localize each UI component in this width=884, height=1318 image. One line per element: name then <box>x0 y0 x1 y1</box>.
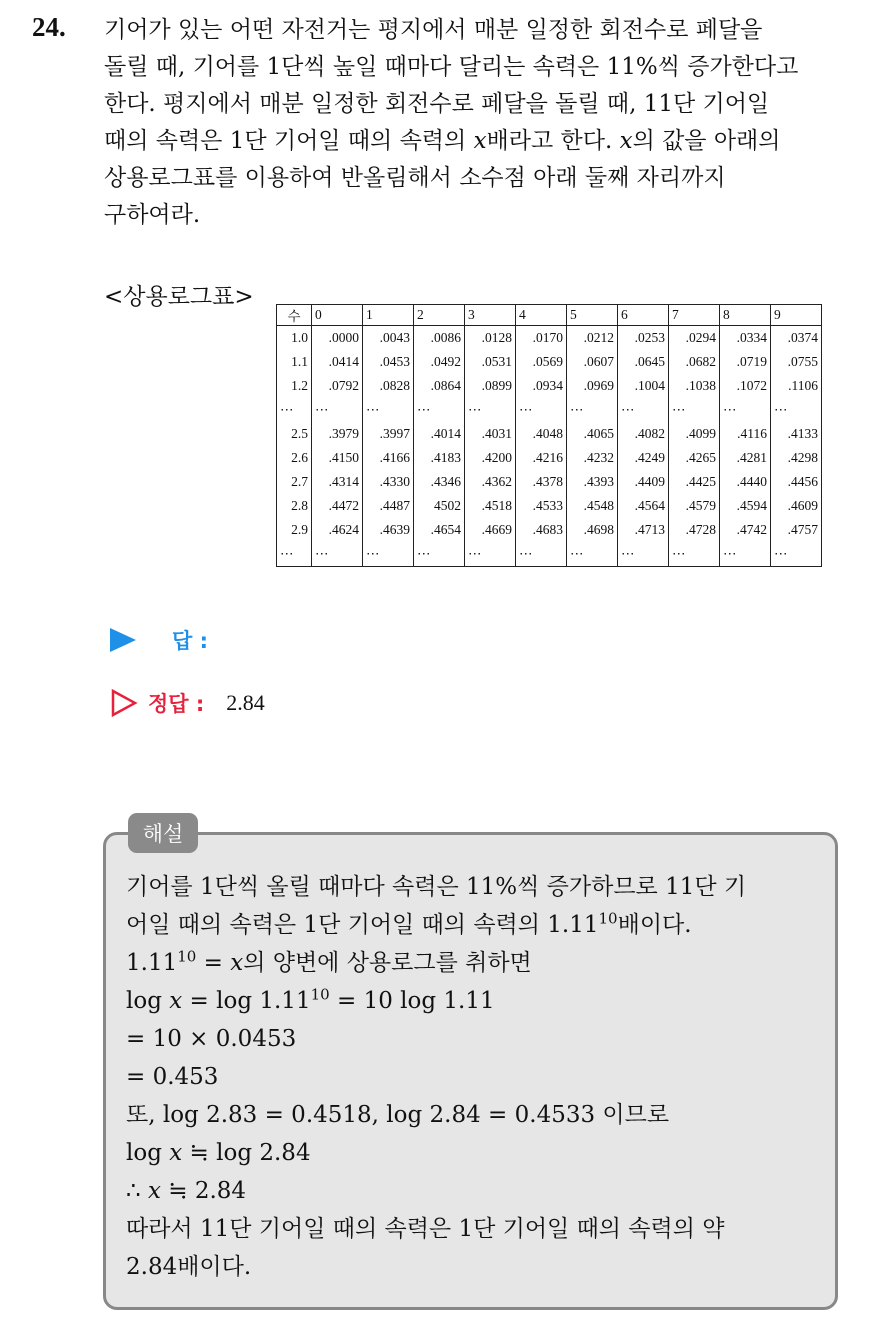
table-cell: .3979 <box>312 422 363 446</box>
table-cell: .0828 <box>363 374 414 398</box>
question-line: 기어가 있는 어떤 자전거는 평지에서 매분 일정한 회전수로 페달을 <box>104 17 763 43</box>
variable-x: x <box>169 1140 183 1166</box>
solution-text-part: = log 1.11 <box>182 988 311 1014</box>
table-cell: .0414 <box>312 350 363 374</box>
table-cell: ⋯ <box>516 542 567 567</box>
table-cell: .0864 <box>414 374 465 398</box>
solution-text-part: = <box>196 950 231 976</box>
log-table-caption: <상용로그표> <box>104 284 254 310</box>
table-cell: .4757 <box>771 518 822 542</box>
table-cell: .4533 <box>516 494 567 518</box>
table-row-header: 2.9 <box>277 518 312 542</box>
question-line <box>104 123 864 160</box>
table-cell: ⋯ <box>516 398 567 422</box>
solution-text-part: = 0.453 <box>126 1064 219 1090</box>
table-cell: ⋯ <box>363 398 414 422</box>
table-cell: ⋯ <box>567 398 618 422</box>
table-header-digit: 4 <box>516 305 567 326</box>
table-row-header: 1.2 <box>277 374 312 398</box>
question-number: 24. <box>32 12 66 42</box>
table-cell: .4654 <box>414 518 465 542</box>
table-row <box>277 494 822 518</box>
table-row-header: 1.0 <box>277 326 312 351</box>
solution-text-part: 또, log 2.83 = 0.4518, log 2.84 = 0.4533 이므로 <box>126 1102 670 1128</box>
solution-text-part: log <box>126 988 170 1014</box>
variable-x: x <box>230 950 244 976</box>
table-cell: .4425 <box>669 470 720 494</box>
solution-line <box>126 1248 826 1286</box>
table-cell: ⋯ <box>312 398 363 422</box>
table-cell: .4298 <box>771 446 822 470</box>
table-header-digit: 3 <box>465 305 516 326</box>
table-row <box>277 326 822 351</box>
table-row-header: ⋯ <box>277 542 312 567</box>
table-cell: .4378 <box>516 470 567 494</box>
table-cell: .4216 <box>516 446 567 470</box>
table-cell: .4624 <box>312 518 363 542</box>
solution-text-part: 2.84배이다. <box>126 1254 252 1280</box>
table-cell: .4713 <box>618 518 669 542</box>
table-cell: .4133 <box>771 422 822 446</box>
solution-line <box>126 906 826 944</box>
question-line: 돌릴 때, 기어를 1단씩 높일 때마다 달리는 속력은 11%씩 증가한다고 <box>104 54 799 80</box>
table-cell: .4579 <box>669 494 720 518</box>
table-cell: .4082 <box>618 422 669 446</box>
table-row <box>277 470 822 494</box>
solution-text-part: ≒ log 2.84 <box>182 1140 311 1166</box>
table-row-header: ⋯ <box>277 398 312 422</box>
table-cell: .4518 <box>465 494 516 518</box>
table-cell: .4065 <box>567 422 618 446</box>
answer-row <box>110 624 208 656</box>
table-cell: .0128 <box>465 326 516 351</box>
table-header-number: 수 <box>277 305 312 326</box>
table-cell: .0969 <box>567 374 618 398</box>
table-header-digit: 9 <box>771 305 822 326</box>
solution-text-part: 따라서 11단 기어일 때의 속력은 1단 기어일 때의 속력의 약 <box>126 1216 725 1242</box>
table-cell: .4249 <box>618 446 669 470</box>
exponent: 10 <box>177 947 197 966</box>
variable-x: x <box>619 128 633 154</box>
solution-text-part: 기어를 1단씩 올릴 때마다 속력은 11%씩 증가하므로 11단 기 <box>126 874 747 900</box>
table-cell: ⋯ <box>414 398 465 422</box>
table-cell: .0170 <box>516 326 567 351</box>
table-cell: .0253 <box>618 326 669 351</box>
solution-line <box>126 1210 826 1248</box>
exponent: 10 <box>598 909 618 928</box>
table-cell: .4639 <box>363 518 414 542</box>
question-text-part: 배라고 한다. <box>486 128 620 154</box>
exponent: 10 <box>310 985 330 1004</box>
play-triangle-icon <box>110 628 136 652</box>
table-cell: .0374 <box>771 326 822 351</box>
table-cell: .1072 <box>720 374 771 398</box>
table-header-digit: 1 <box>363 305 414 326</box>
table-cell: .3997 <box>363 422 414 446</box>
answer-label: 답 : <box>172 629 208 653</box>
table-cell: .4031 <box>465 422 516 446</box>
table-cell: .0492 <box>414 350 465 374</box>
solution-line <box>126 1020 826 1058</box>
table-cell: ⋯ <box>720 398 771 422</box>
solution-line <box>126 982 826 1020</box>
table-row <box>277 542 822 567</box>
table-cell: .0645 <box>618 350 669 374</box>
table-cell: .0043 <box>363 326 414 351</box>
table-cell: .4330 <box>363 470 414 494</box>
table-cell: .1004 <box>618 374 669 398</box>
table-row-header: 2.7 <box>277 470 312 494</box>
log-table-header-row <box>277 305 822 326</box>
table-cell: .0086 <box>414 326 465 351</box>
solution-text <box>126 868 826 1286</box>
table-cell: .4440 <box>720 470 771 494</box>
solution-line <box>126 1096 826 1134</box>
table-cell: ⋯ <box>567 542 618 567</box>
solution-text-part: = 10 × 0.0453 <box>126 1026 297 1052</box>
table-cell: .4281 <box>720 446 771 470</box>
table-cell: .4472 <box>312 494 363 518</box>
table-cell: .4669 <box>465 518 516 542</box>
variable-x: x <box>147 1178 161 1204</box>
table-row <box>277 446 822 470</box>
table-cell: .1106 <box>771 374 822 398</box>
solution-line <box>126 1058 826 1096</box>
table-row <box>277 398 822 422</box>
solution-text-part: 어일 때의 속력은 1단 기어일 때의 속력의 1.11 <box>126 912 599 938</box>
table-cell: .0334 <box>720 326 771 351</box>
variable-x: x <box>169 988 183 1014</box>
table-cell: .1038 <box>669 374 720 398</box>
variable-x: x <box>473 128 487 154</box>
table-row <box>277 422 822 446</box>
question-line: 한다. 평지에서 매분 일정한 회전수로 페달을 돌릴 때, 11단 기어일 <box>104 91 770 117</box>
table-cell: .0792 <box>312 374 363 398</box>
solution-tag: 해설 <box>128 813 198 853</box>
table-cell: .4548 <box>567 494 618 518</box>
table-cell: .0000 <box>312 326 363 351</box>
table-cell: .0719 <box>720 350 771 374</box>
table-cell: ⋯ <box>771 398 822 422</box>
table-cell: .0755 <box>771 350 822 374</box>
table-cell: .4200 <box>465 446 516 470</box>
table-cell: .4362 <box>465 470 516 494</box>
table-cell: .0899 <box>465 374 516 398</box>
table-cell: ⋯ <box>720 542 771 567</box>
solution-text-part: 배이다. <box>617 912 692 938</box>
table-cell: .0453 <box>363 350 414 374</box>
question-text-part: 의 값을 아래의 <box>632 128 781 154</box>
solution-text-part: = 10 log 1.11 <box>329 988 495 1014</box>
table-cell: ⋯ <box>618 542 669 567</box>
table-cell: .4594 <box>720 494 771 518</box>
correct-answer-value: 2.84 <box>226 690 265 715</box>
question-text <box>104 12 864 234</box>
table-cell: .4116 <box>720 422 771 446</box>
table-cell: .4265 <box>669 446 720 470</box>
table-row <box>277 374 822 398</box>
table-cell: .0294 <box>669 326 720 351</box>
table-cell: .4728 <box>669 518 720 542</box>
table-cell: .4232 <box>567 446 618 470</box>
table-cell: .4014 <box>414 422 465 446</box>
table-cell: .0531 <box>465 350 516 374</box>
table-row <box>277 350 822 374</box>
question-line: 상용로그표를 이용하여 반올림해서 소수점 아래 둘째 자리까지 <box>104 165 726 191</box>
table-cell: .4564 <box>618 494 669 518</box>
table-cell: ⋯ <box>363 542 414 567</box>
table-header-digit: 5 <box>567 305 618 326</box>
table-cell: .4183 <box>414 446 465 470</box>
table-cell: .4346 <box>414 470 465 494</box>
table-row-header: 2.5 <box>277 422 312 446</box>
table-cell: .4393 <box>567 470 618 494</box>
table-header-digit: 0 <box>312 305 363 326</box>
table-cell: .4487 <box>363 494 414 518</box>
table-cell: .4742 <box>720 518 771 542</box>
correct-answer-row <box>110 686 265 720</box>
table-header-digit: 8 <box>720 305 771 326</box>
table-cell: .4456 <box>771 470 822 494</box>
table-cell: .4314 <box>312 470 363 494</box>
solution-line <box>126 868 826 906</box>
table-cell: ⋯ <box>669 398 720 422</box>
table-cell: ⋯ <box>669 542 720 567</box>
table-cell: .4683 <box>516 518 567 542</box>
table-cell: .0682 <box>669 350 720 374</box>
table-header-digit: 6 <box>618 305 669 326</box>
table-cell: .0212 <box>567 326 618 351</box>
table-cell: .4609 <box>771 494 822 518</box>
table-cell: .0569 <box>516 350 567 374</box>
table-cell: .4099 <box>669 422 720 446</box>
table-cell: .4048 <box>516 422 567 446</box>
outline-triangle-icon <box>110 689 138 717</box>
table-cell: 4502 <box>414 494 465 518</box>
table-cell: ⋯ <box>414 542 465 567</box>
table-cell: .0934 <box>516 374 567 398</box>
table-cell: .4698 <box>567 518 618 542</box>
solution-text-part: 1.11 <box>126 950 178 976</box>
correct-answer-label: 정답 : <box>148 692 205 716</box>
table-cell: ⋯ <box>465 542 516 567</box>
table-row-header: 2.6 <box>277 446 312 470</box>
question-line: 구하여라. <box>104 202 201 228</box>
log-table <box>276 304 822 567</box>
table-cell: .0607 <box>567 350 618 374</box>
table-row-header: 2.8 <box>277 494 312 518</box>
solution-text-part: ∴ <box>126 1178 148 1204</box>
table-cell: .4409 <box>618 470 669 494</box>
table-header-digit: 2 <box>414 305 465 326</box>
table-header-digit: 7 <box>669 305 720 326</box>
table-cell: .4166 <box>363 446 414 470</box>
solution-line <box>126 944 826 982</box>
solution-text-part: 의 양변에 상용로그를 취하면 <box>243 950 532 976</box>
solution-text-part: ≒ 2.84 <box>160 1178 247 1204</box>
table-row <box>277 518 822 542</box>
table-cell: .4150 <box>312 446 363 470</box>
table-row-header: 1.1 <box>277 350 312 374</box>
question-text-part: 때의 속력은 1단 기어일 때의 속력의 <box>104 128 474 154</box>
solution-line <box>126 1172 826 1210</box>
table-cell: ⋯ <box>618 398 669 422</box>
table-cell: ⋯ <box>465 398 516 422</box>
table-cell: ⋯ <box>312 542 363 567</box>
solution-text-part: log <box>126 1140 170 1166</box>
solution-line <box>126 1134 826 1172</box>
table-cell: ⋯ <box>771 542 822 567</box>
